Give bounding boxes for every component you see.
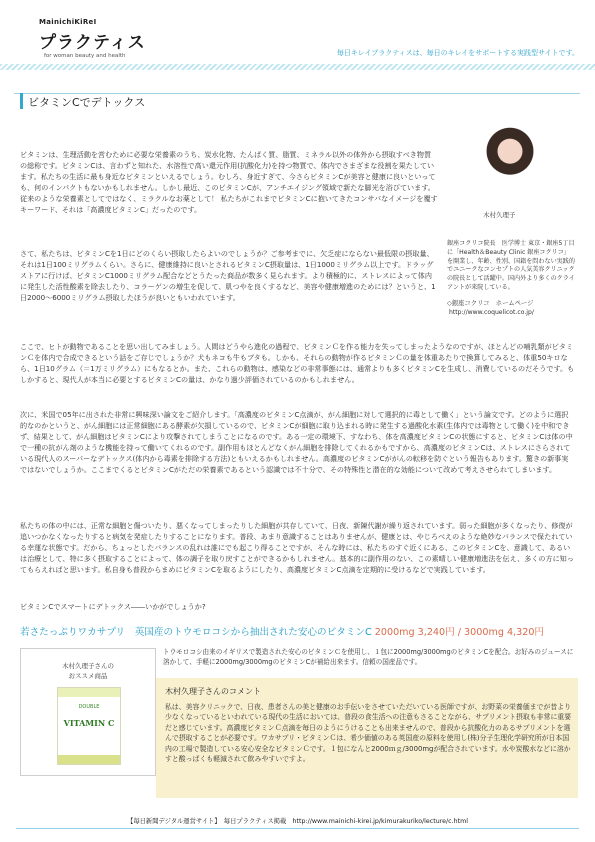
author-photo — [471, 120, 549, 198]
product-price: 2000mg 3,240円 / 3000mg 4,320円 — [374, 627, 545, 638]
author-homepage-link[interactable]: http://www.coquelicot.co.jp/ — [449, 309, 534, 316]
article-paragraph-5: 私たちの体の中には、正常な細胞と傷ついたり、悪くなってしまったりした細胞が共存していて、日夜、新陳代謝が繰り返されています。弱った細胞が多くなったり、修復が追いつかなくなったりすると病気を発症したりすることになります。普段、あまり意識することはありませんが、健康とは、やじろべえのような絶妙なバランスで保たれている幸運な状態です。だから、ちょっとしたバランスの乱れは誰にでも起こり得ることですが、そんな時には、私たちのすぐ近くにある、このビタミンCを、意識して、あるいは治療として、特に多く摂取することによって、体の調子を取り戻すことができるかもしれません。基本的に副作用のない、この素晴しい健康増進法を伝え、多くの方に知ってもらえればと思います。私自身も普段からまめにビタミンCを取るようにしたり、高濃度ビタミンC点滴を定期的に受けるなどで実践しています。 — [20, 521, 574, 574]
brand-subtitle: MainichiKiReI — [39, 18, 97, 26]
product-headline-text: 若さたっぷりワカサプリ 英国産のトウモロコシから抽出された安心のビタミンC — [20, 627, 372, 638]
author-comment-box — [156, 678, 578, 798]
product-card-label — [21, 661, 155, 681]
site-tagline: 毎日キレイプラクティスは、毎日のキレイをサポートする実践型サイトです。 — [336, 49, 579, 57]
article-paragraph-3: ここで、ヒトが動物であることを思い出してみましょう。人間はどうやら進化の過程で、ビタミンＣを作る能力を失ってしまったようなのですが、ほとんどの哺乳類がビタミンＣを体内で合成できるという話をご存じでしょうか？犬もネコも牛もブタも。しかも、それらの動物が作るビタミンＣの量を体重あたりで換算してみると、体重50キロなら、1日10グラム（＝1万ミリグラム）にもなるとか。また、これらの動物は、感染などの非常事態には、通常よりも多くビタミンCを生成し、消費しているのだそうです。もしかすると、現代人が本当に必要とするビタミンCの量は、かなり過少評価されているのかもしれません。 — [20, 342, 575, 384]
title-accent-bar — [20, 93, 23, 109]
product-image-name: VITAMIN C — [63, 718, 115, 728]
comment-text: 私は、美容クリニックで、日夜、患者さんの美と健康のお手伝いをさせていただいている医師ですが、お野菜の栄養価までが昔より少なくなっているといわれている現代の生活においては、普段の食生活への注意もさることながら、サプリメント摂取も非常に重要だと感じています。高濃度ビタミンＣ点滴を毎日のようにうけることも出来ませんので、普段から抗酸化力のあるサプリメントを選んで摂取することが必要です。ワカサプリ・ビタミンＣは、希少価値のある英国産の原料を使用し(株)分子生理化学研究所が日本国内の工場で製造している安心安全なビタミンＣです。１包になんと2000ｍｇ/3000mgが配合されています。水や炭酸水などに溶かすと酸っぱくも軽減されて飲みやすいですよ。 — [165, 703, 572, 764]
footer-divider — [16, 828, 579, 829]
product-headline — [20, 624, 544, 638]
brand-tagline: for woman beauty and health — [44, 53, 126, 59]
article-closing: ビタミンCでスマートにデトックス――いかがでしょうか? — [20, 602, 206, 611]
product-image-brand: DOUBLE — [78, 704, 100, 710]
article-paragraph-2: さて、私たちは、ビタミンCを1日にどのくらい摂取したらよいのでしょうか？ご参考までに、欠乏症にならない最低限の摂取量、それは1日100ミリグラムくらい。さらに、健康維持に良いとされるビタミンC摂取量は、1日1000ミリグラム以上です。ドラッグストアに行けば、ビタミンC1000ミリグラム配合などとうたった商品が数多く見られます。より積極的に、ストレスによって体内に発生した活性酸素を除去したり、コラーゲンの増生を促して、肌つやを良くするなど、美容や健康増進のためには？というと、1日2000〜6000ミリグラム摂取したほうが良いともいわれています。 — [20, 249, 436, 302]
product-card-label-line2: おススメ商品 — [68, 672, 108, 680]
article-paragraph-4: 次に、米国で05年に出された非常に興味深い論文をご紹介します。「高濃度のビタミンC点滴が、がん細胞に対して選択的に毒として働く」という論文です。どのように選択的なのかというと、がん細胞には正常細胞にある酵素が欠損しているので、ビタミンCが細胞に取り込まれる時に発生する過酸化水素(生体内では毒物として働く)を中和できず、結果として、がん細胞はビタミンCにより攻撃されてしまうことになるのです。ある一定の環境下、すなわち、体を高濃度ビタミンCの状態にすると、ビタミンCは体の中で一種の抗がん剤のような機能を持って働いてくれるのです。副作用もほとんどなくがん細胞を排除してくれるかもですから、高濃度のビタミンCは、ストレスにさらされている現代人のスーパーなデトックス(体内から毒素を排除する方法)ともいえるかもしれません。高濃度のビタミンCががんの転移を防ぐという報告もあります。驚きの新事実ではないでしょうか。ここまでくるとビタミンCがただの栄養素であるという認識では不十分で、その特殊性と潜在的な効能について改めて考えさせられてしまいます。 — [20, 410, 573, 474]
product-description: トウモロコシ由来のイギリスで製造された安心のビタミンＣを使用し、１包に2000mg/3000mgのビタミンCを配合。お好みのジュースに溶かして、手軽に2000mg/3000mgのビタミンCが補給出来ます。信頼の国産品です。 — [163, 648, 574, 666]
author-name: 木村久理子 — [483, 211, 516, 219]
article-paragraph-1: ビタミンは、生理活動を営むために必要な栄養素のうち、炭水化物、たんぱく質、脂質、ミネラル以外の体外から摂取すべき物質の総称です。ビタミンCは、言わずと知れた、水溶性で高い還元作用(抗酸化力)を持つ物質で、体内でさまざまな役割を果たしています。私たちの生活に最も身近なビタミンといえるでしょう。むしろ、身近すぎて、今さらビタミンCが美容と健康に良いといっても、何のインパクトもないかもしれません。しかし最近、このビタミンCが、アンチエイジング領域で新たな脚光を浴びています。従来のような栄養素としてではなく、ミラクルなお薬として！ 私たちがこれまでビタミンCに抱いてきたコンサバなイメージを覆すキーワード、それは「高濃度ビタミンC」だったのです。 — [20, 150, 438, 214]
product-card-label-line1: 木村久理子さんの — [62, 662, 114, 670]
author-link-label: ◇銀座コクリコ ホームページ — [447, 300, 534, 307]
brand-logo[interactable]: プラクティス — [39, 33, 146, 53]
comment-title: 木村久理子さんのコメント — [165, 687, 261, 696]
author-profile — [447, 110, 575, 330]
header-stripe — [0, 64, 595, 70]
author-description: 銀座コクリコ院長 医学博士 東京・銀座5丁目に「Health＆Beauty Clinic 銀座コクリコ」を開業し、年齢、性別、国籍を問わない実践的でユニークなコンセプトの人気美容クリニックの院長として活躍中。国内外より多くのクライアントが来院している。 — [447, 240, 575, 291]
site-header — [0, 0, 595, 72]
product-card — [20, 648, 156, 776]
product-image — [57, 687, 121, 765]
footer-source: 【毎日新聞デジタル運営サイト】 毎日プラクティス掲載 http://www.mainichi-kirei.jp/kimurakuriko/lecture/c.html — [127, 818, 468, 825]
article-title: ビタミンCでデトックス — [28, 96, 146, 109]
